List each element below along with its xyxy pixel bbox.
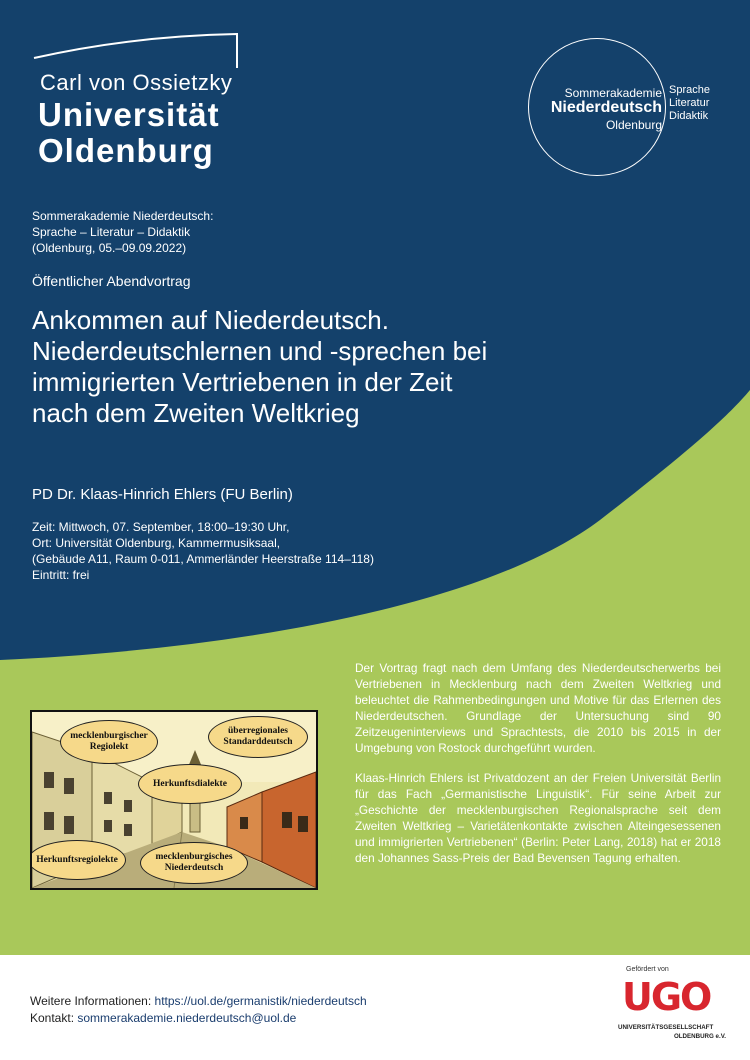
- contact-email-link[interactable]: sommerakademie.niederdeutsch@uol.de: [77, 1011, 297, 1025]
- street-illustration: [30, 710, 318, 890]
- university-name-line1: Carl von Ossietzky: [40, 70, 233, 95]
- info-link[interactable]: https://uol.de/germanistik/niederdeutsch: [154, 994, 367, 1008]
- bubble-regiolekt: mecklenburgischer Regiolekt: [60, 720, 158, 764]
- academy-logo-side3: Didaktik: [669, 110, 709, 122]
- bubble-niederdeutsch: mecklenburgisches Niederdeutsch: [140, 842, 248, 884]
- footer-contact: [30, 993, 367, 1027]
- event-details: [32, 519, 374, 583]
- university-logo-arc: [32, 30, 242, 70]
- details-line: (Gebäude A11, Raum 0-011, Ammerländer Heerstraße 114–118): [32, 552, 374, 566]
- footer-contact-line: [30, 1010, 367, 1027]
- details-line: Zeit: Mittwoch, 07. September, 18:00–19:30 Uhr,: [32, 520, 290, 534]
- academy-logo-side2: Literatur: [669, 97, 710, 109]
- abstract-paragraph: Klaas-Hinrich Ehlers ist Privatdozent an der Freien Universität Berlin für das Fach „Germanistische Linguistik“. Für seine Arbeit zur „Geschichte der mecklenburgischen Regionalsprache seit dem Zweiten Weltkrieg – Varietätenkontakte zwischen Alteingesessenen und immigrierten Vertriebenen“ (Berlin: Peter Lang, 2018) hat er 2018 den Johannes Sass-Preis der Bad Bevensen Tagung erhalten.: [355, 771, 721, 865]
- sponsor-subtitle-1: UNIVERSITÄTSGESELLSCHAFT: [618, 1024, 714, 1031]
- event-info-line: Sprache – Literatur – Didaktik: [32, 225, 191, 239]
- details-line: Ort: Universität Oldenburg, Kammermusiksaal,: [32, 536, 281, 550]
- sponsor-top-text: Gefördert von: [626, 966, 669, 973]
- bubble-herkunftsregiolekte: Herkunftsregiolekte: [30, 840, 126, 880]
- sponsor-mark: UGO: [622, 975, 711, 1019]
- details-line: Eintritt: frei: [32, 568, 90, 582]
- academy-logo-line3: Oldenburg: [605, 118, 662, 132]
- lecture-title: [32, 305, 652, 429]
- lecture-kicker: Öffentlicher Abendvortrag: [32, 273, 191, 289]
- university-name-line2: Universität: [38, 96, 220, 133]
- speaker-name: PD Dr. Klaas-Hinrich Ehlers (FU Berlin): [32, 486, 293, 503]
- title-line: immigrierten Vertriebenen in der Zeit: [32, 367, 453, 397]
- abstract-paragraph: Der Vortrag fragt nach dem Umfang des Niederdeutscherwerbs bei Vertriebenen in Mecklenburg nach dem Zweiten Weltkrieg und beleuchtet die Rahmenbedingungen und Motive für das Erlernen des Niederdeutschen. Grundlage der Untersuchung sind 90 Zeitzeugeninterviews und Sprachtests, die 2010 bis 2015 in der Umgebung von Rostock durchgeführt wurden.: [355, 661, 721, 755]
- university-name-line3: Oldenburg: [38, 132, 214, 169]
- event-info-line: (Oldenburg, 05.–09.09.2022): [32, 241, 187, 255]
- title-line: Niederdeutschlernen und -sprechen bei: [32, 336, 488, 366]
- info-label: Weitere Informationen:: [30, 994, 155, 1008]
- academy-logo-line2: Niederdeutsch: [550, 99, 662, 116]
- bubble-herkunftsdialekte: Herkunftsdialekte: [138, 764, 242, 804]
- sponsor-subtitle-2: OLDENBURG e.V.: [673, 1033, 726, 1040]
- footer-info-line: [30, 993, 367, 1010]
- sponsor-logo: [618, 966, 728, 1046]
- event-info: [32, 208, 213, 256]
- title-line: nach dem Zweiten Weltkrieg: [32, 398, 360, 428]
- academy-logo-line1: Sommerakademie: [564, 86, 662, 100]
- contact-label: Kontakt:: [30, 1011, 78, 1025]
- title-line: Ankommen auf Niederdeutsch.: [32, 305, 389, 335]
- lecture-abstract: [355, 660, 721, 880]
- bubble-standarddeutsch: überregionales Standarddeutsch: [208, 716, 308, 758]
- event-info-line: Sommerakademie Niederdeutsch:: [32, 209, 214, 223]
- academy-logo-side1: Sprache: [669, 84, 710, 96]
